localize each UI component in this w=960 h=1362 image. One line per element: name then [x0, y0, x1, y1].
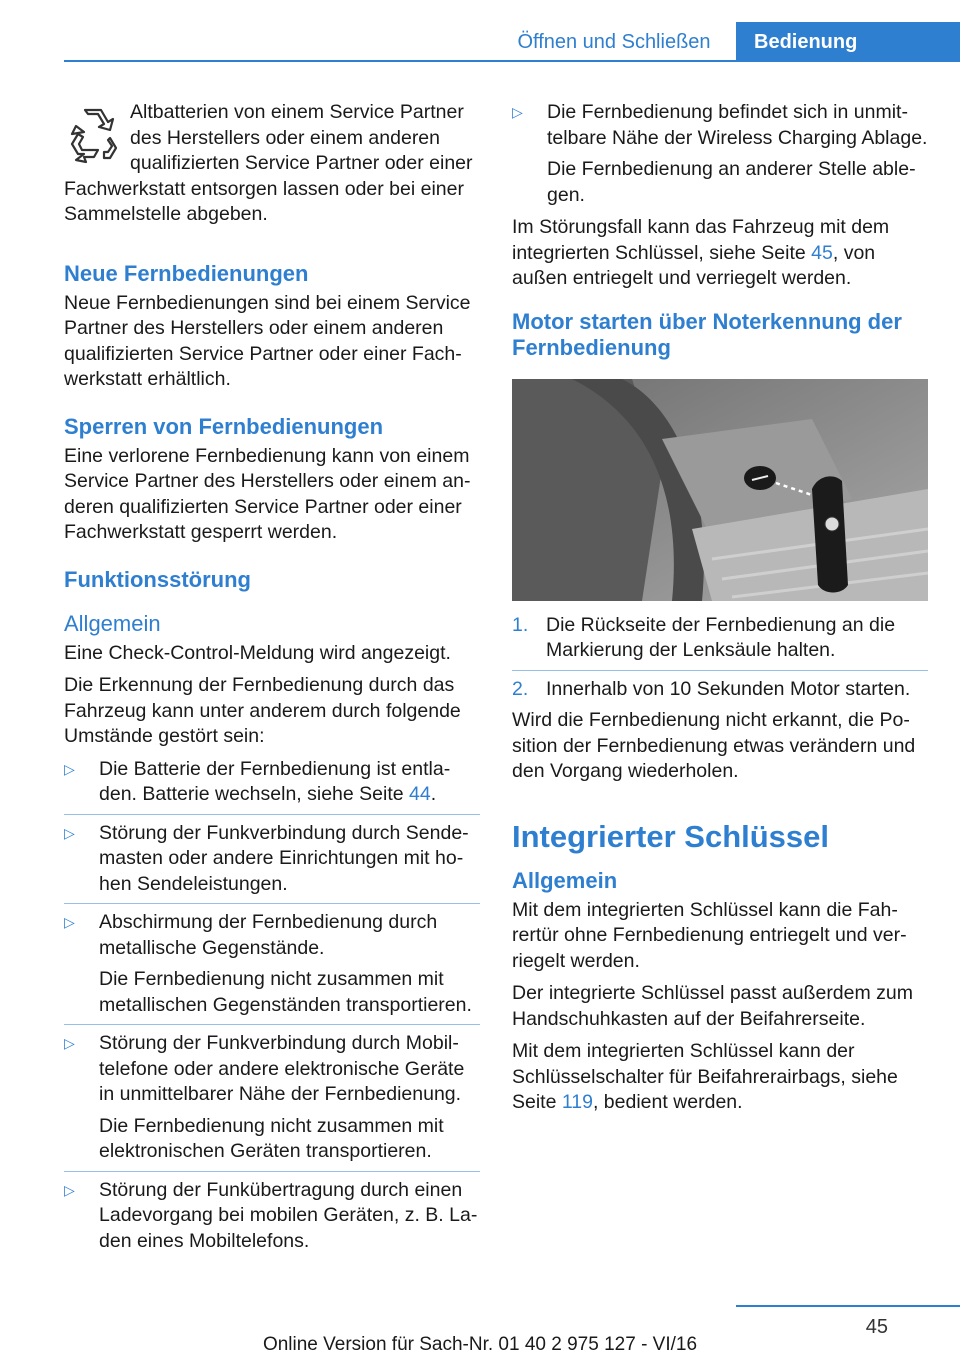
- footer-version-text: Online Version für Sach-Nr. 01 40 2 975 127 - VI/16: [262, 1334, 698, 1355]
- step-text: Innerhalb von 10 Sekunden Motor starten.: [546, 677, 911, 700]
- list-item: [512, 677, 928, 703]
- integrierter-text-2: Der integrierte Schlüssel passt außerdem zum Handschuhkasten auf der Beifahrerseite.: [512, 982, 913, 1030]
- stoerungsfall-text-end: , von außen entriegelt und verriegelt werden.: [512, 241, 876, 289]
- bullet-divider: [64, 1024, 480, 1025]
- recycle-text: Altbatterien von einem Service Partner des Herstellers oder einem anderen qualifizierten Service Partner oder einer Fachwerkstatt entsorgen lassen oder bei einer Sammelstelle abgeben.: [64, 101, 473, 225]
- integrierter-schluessel-heading: Integrierter Schlüssel: [512, 818, 830, 854]
- page-link-119[interactable]: 119: [561, 1091, 593, 1113]
- neue-fernbedienungen-text: Neue Fernbedienungen sind bei einem Service Partner des Herstellers oder einem anderen qualifizierten Service Partner oder einer Fachwerkstatt erhältlich.: [64, 291, 471, 390]
- integrierter-allgemein-heading: Allgemein: [512, 867, 618, 893]
- bullet-text: Störung der Funkverbindung durch Sendemasten oder andere Einrichtungen mit hohen Sendeleistungen.: [99, 821, 469, 895]
- step-divider: [512, 670, 928, 671]
- integrierter-text-3-end: , bedient werden.: [592, 1091, 743, 1113]
- list-item: [512, 613, 928, 664]
- triangle-bullet-icon: ▷: [64, 914, 75, 930]
- list-item: [64, 910, 480, 1018]
- sperren-text: Eine verlorene Fernbedienung kann von einem Service Partner des Herstellers oder einem anderen qualifizierten Service Partner oder einer Fachwerkstatt gesperrt werden.: [64, 444, 471, 543]
- bullet-text: Störung der Funkverbindung durch Mobiltelefone oder andere elektronische Geräte in unmittelbarer Nähe der Fernbedienung.: [99, 1032, 465, 1105]
- page-link-44[interactable]: 44: [409, 783, 431, 805]
- page-header: [0, 0, 960, 62]
- stoerungsfall-text-start: Im Störungsfall kann das Fahrzeug mit dem integrierten Schlüssel, siehe Seite: [512, 216, 890, 264]
- page-number: 45: [865, 1316, 888, 1338]
- bullet-text: Störung der Funkübertragung durch einen Ladevorgang bei mobilen Geräten, z. B. Laden eines Mobiltelefons.: [99, 1178, 478, 1252]
- left-column: [64, 100, 480, 1261]
- right-column: [512, 100, 928, 1123]
- list-item: [64, 821, 480, 898]
- bullet-subtext: Die Fernbedienung an anderer Stelle ablegen.: [547, 158, 916, 206]
- allgemein-heading: Allgemein: [64, 610, 161, 636]
- stoerung-bullet-list: [64, 757, 480, 1255]
- triangle-bullet-icon: ▷: [64, 760, 75, 777]
- recycle-icon: [64, 104, 126, 166]
- header-rule: [64, 60, 736, 62]
- steering-column-illustration: [512, 379, 928, 601]
- bullet-text: Die Batterie der Fernbedienung ist entladen. Batterie wechseln, siehe Seite: [99, 757, 451, 805]
- footer-rule: [736, 1305, 960, 1307]
- bullet-text: Die Fernbedienung befindet sich in unmittelbare Nähe der Wireless Charging Ablage.: [547, 101, 928, 149]
- triangle-bullet-icon: ▷: [64, 824, 75, 841]
- allgemein-text-2: Die Erkennung der Fernbedienung durch das Fahrzeug kann unter anderem durch folgende Umstände gestört sein:: [64, 674, 461, 747]
- triangle-bullet-icon: ▷: [64, 1035, 75, 1051]
- bullet-divider: [64, 1171, 480, 1172]
- recycle-note: [64, 100, 480, 228]
- steering-column-photo: [512, 379, 928, 601]
- integrierter-text-3-start: Mit dem integrierten Schlüssel kann der Schlüsselschalter für Beifahrerairbags, siehe Seite: [512, 1040, 898, 1113]
- step-number: 1.: [512, 613, 529, 636]
- step-text: Die Rückseite der Fernbedienung an die Markierung der Lenksäule halten.: [546, 613, 896, 661]
- bullet-subtext: Die Fernbedienung nicht zusammen mit elektronischen Geräten transportieren.: [99, 1114, 444, 1162]
- integrierter-text-3: [512, 1039, 928, 1116]
- bullet-text-end: .: [430, 783, 437, 805]
- motor-starten-heading: Motor starten über Noterkennung der Fernbedienung: [512, 308, 902, 360]
- sperren-heading: Sperren von Fernbedienungen: [64, 413, 384, 439]
- bullet-divider: [64, 814, 480, 815]
- list-item: [64, 1031, 480, 1165]
- triangle-bullet-icon: ▷: [512, 104, 523, 120]
- stoerungsfall-text: [512, 215, 928, 292]
- list-item: [512, 100, 928, 208]
- list-item: [64, 757, 480, 808]
- header-section-title: Öffnen und Schließen: [517, 31, 711, 53]
- wird-nicht-erkannt-text: Wird die Fernbedienung nicht erkannt, die Position der Fernbedienung etwas verändern und den Vorgang wiederholen.: [512, 709, 916, 782]
- bullet-text: Abschirmung der Fernbedienung durch metallische Gegenstände.: [99, 911, 438, 959]
- bullet-subtext: Die Fernbedienung nicht zusammen mit metallischen Gegenständen transportieren.: [99, 968, 472, 1016]
- header-chapter-tab: Bedienung: [736, 22, 960, 62]
- page-link-45[interactable]: 45: [811, 241, 833, 264]
- list-item: [64, 1178, 480, 1255]
- bullet-divider: [64, 903, 480, 904]
- neue-fernbedienungen-heading: Neue Fernbedienungen: [64, 260, 309, 286]
- funktionsstoerung-heading: Funktionsstörung: [64, 566, 251, 592]
- wireless-bullet-list: [512, 100, 928, 208]
- allgemein-text-1: Eine Check-Control-Meldung wird angezeigt.: [64, 641, 451, 664]
- integrierter-text-1: Mit dem integrierten Schlüssel kann die Fahrertür ohne Fernbedienung entriegelt und verriegelt werden.: [512, 898, 907, 972]
- step-number: 2.: [512, 677, 529, 700]
- triangle-bullet-icon: ▷: [64, 1181, 75, 1198]
